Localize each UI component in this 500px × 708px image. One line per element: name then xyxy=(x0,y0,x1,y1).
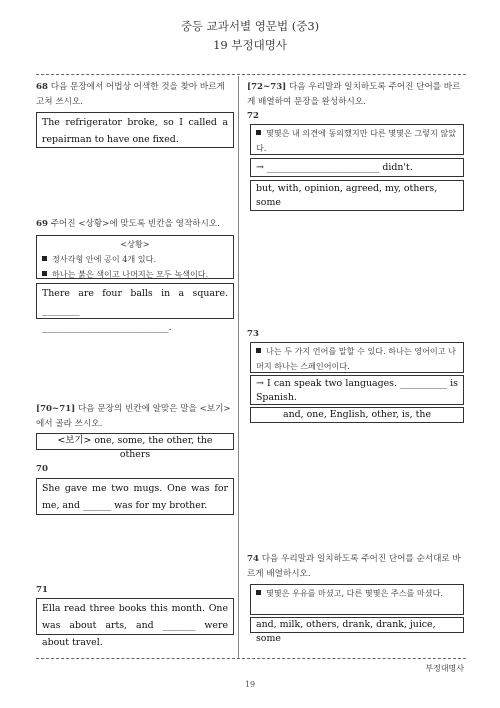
answer-text: → I can speak two languages. __________ is Spanish. xyxy=(256,378,458,403)
question-70-71 xyxy=(36,402,232,431)
answer-box-68 xyxy=(36,112,234,148)
korean-sentence: 몇몇은 우유를 마셨고, 다른 몇몇은 주스를 마셨다. xyxy=(266,588,443,598)
answer-text: The refrigerator broke, so I called a repairman to have one fixed. xyxy=(42,117,228,145)
page-number: 19 xyxy=(244,680,256,689)
question-number: 74 xyxy=(247,554,259,564)
korean-box-72 xyxy=(250,124,464,155)
korean-box-73 xyxy=(250,342,464,373)
question-prompt: 주어진 <상황>에 맞도록 빈칸을 영작하시오. xyxy=(50,219,220,229)
page-subtitle: 19 부정대명사 xyxy=(213,38,287,52)
question-number: 71 xyxy=(36,585,48,595)
word-list: and, one, English, other, is, the xyxy=(283,409,431,420)
question-number: 72 xyxy=(247,111,259,121)
bullet-icon xyxy=(256,348,261,353)
situation-box xyxy=(36,235,234,279)
question-74 xyxy=(247,552,465,581)
question-72 xyxy=(247,109,259,124)
word-box-73 xyxy=(250,407,464,423)
answer-line-1: There are four balls in a square. ________ xyxy=(42,288,228,316)
question-71 xyxy=(36,583,48,598)
korean-sentence: 나는 두 가지 언어를 말할 수 있다. 하나는 영어이고 나머지 하나는 스페인어이다. xyxy=(256,346,456,371)
question-number: 68 xyxy=(36,82,48,92)
answer-line-2: ___________________________. xyxy=(42,322,172,333)
situation-line-2: 하나는 붉은 색이고 나머지는 모두 녹색이다. xyxy=(52,269,209,279)
question-number: 70 xyxy=(36,464,48,474)
question-69 xyxy=(36,217,232,232)
situation-title: <상황> xyxy=(120,239,150,249)
bullet-icon xyxy=(256,130,261,135)
question-number: 73 xyxy=(247,329,259,339)
answer-text: She gave me two mugs. One was for me, and ______ was for my brother. xyxy=(42,483,228,511)
bullet-icon xyxy=(42,271,47,276)
example-box xyxy=(36,433,234,460)
column-divider xyxy=(238,76,239,658)
answer-box-72 xyxy=(250,158,464,177)
question-prompt: 다음 우리말과 일치하도록 주어진 단어를 바르게 배열하여 문장을 완성하시오. xyxy=(247,82,461,107)
question-number: [72~73] xyxy=(247,82,287,92)
answer-box-73 xyxy=(250,375,464,405)
word-box-74 xyxy=(250,617,464,644)
question-73 xyxy=(247,327,259,342)
question-68 xyxy=(36,80,232,109)
bottom-divider xyxy=(36,658,466,659)
answer-box-71 xyxy=(36,598,234,648)
question-70 xyxy=(36,462,48,477)
answer-box-70 xyxy=(36,478,234,515)
korean-box-74 xyxy=(250,584,464,615)
answer-text: → ________________________ didn't. xyxy=(256,162,413,173)
question-number: 69 xyxy=(36,219,48,229)
word-box-72 xyxy=(250,180,464,211)
top-divider xyxy=(36,74,466,75)
question-prompt: 다음 우리말과 일치하도록 주어진 단어를 순서대로 바르게 배열하시오. xyxy=(247,554,461,579)
word-list: and, milk, others, drank, drank, juice, some xyxy=(256,619,436,644)
question-number: [70~71] xyxy=(36,404,76,414)
korean-sentence: 몇몇은 내 의견에 동의했지만 다른 몇몇은 그렇지 않았다. xyxy=(256,128,457,153)
page-title: 중등 교과서별 영문법 (중3) xyxy=(180,19,320,33)
bullet-icon xyxy=(42,256,47,261)
bullet-icon xyxy=(256,590,261,595)
situation-line-1: 정사각형 안에 공이 4개 있다. xyxy=(52,254,157,264)
question-72-73 xyxy=(247,80,465,109)
example-text: <보기> one, some, the other, the others xyxy=(57,435,213,460)
question-prompt: 다음 문장에서 어법상 어색한 것을 찾아 바르게 고쳐 쓰시오. xyxy=(36,82,225,107)
footer-section: 부정대명사 xyxy=(425,664,464,673)
word-list: but, with, opinion, agreed, my, others, some xyxy=(256,183,438,208)
answer-text: Ella read three books this month. One was about arts, and _______ were about travel. xyxy=(42,603,228,648)
answer-box-69 xyxy=(36,283,234,333)
question-prompt: 다음 문장의 빈칸에 알맞은 말을 <보기>에서 골라 쓰시오. xyxy=(36,404,231,429)
